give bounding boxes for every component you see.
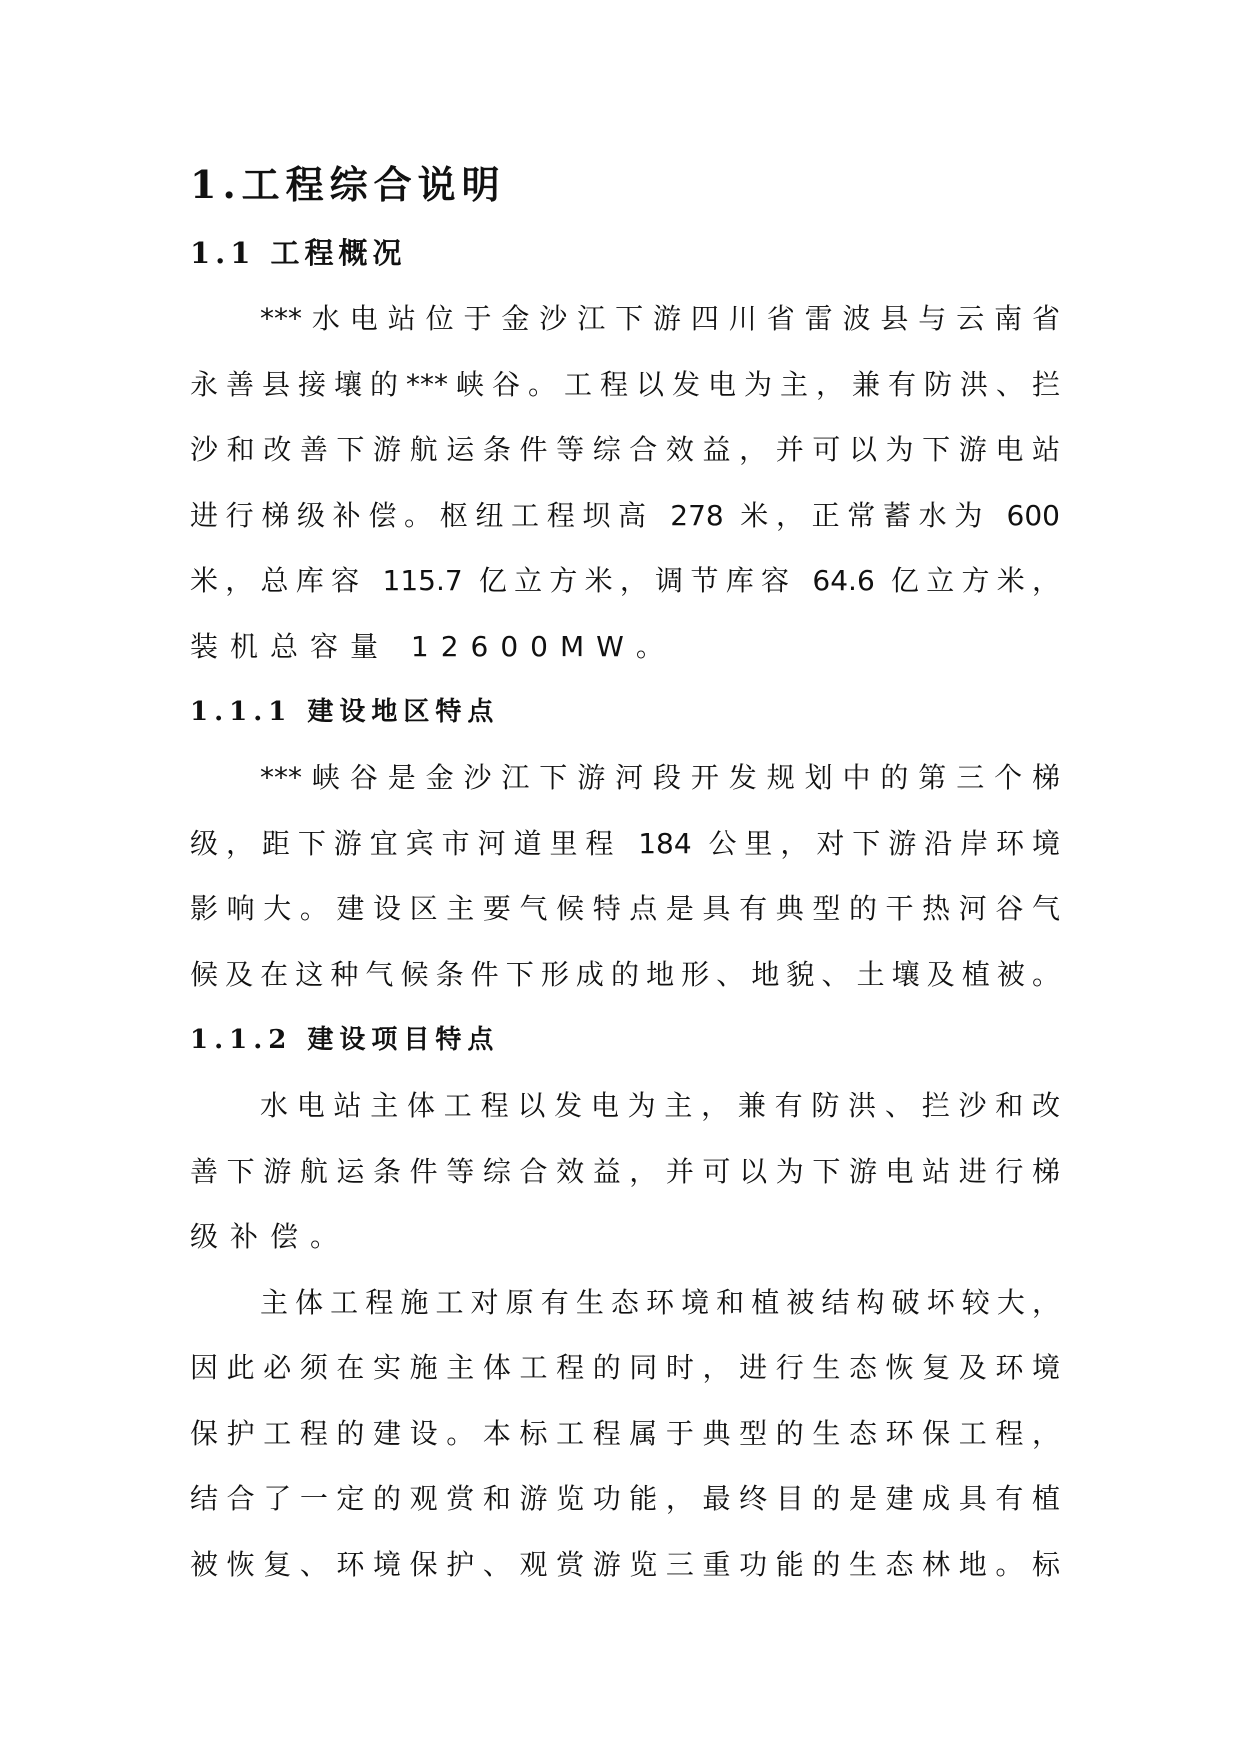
text-line: 水电站主体工程以发电为主，兼有防洪、拦沙和改 — [260, 1089, 1060, 1122]
section-heading-1-1-2: 1.1.2 建设项目特点 — [190, 1025, 500, 1055]
text-line: 永善县接壤的***峡谷。工程以发电为主，兼有防洪、拦 — [190, 367, 1060, 401]
text-line: 影响大。建设区主要气候特点是具有典型的干热河谷气 — [190, 892, 1060, 925]
text-line: ***水电站位于金沙江下游四川省雷波县与云南省 — [260, 302, 1060, 335]
document-body — [190, 150, 1060, 1597]
section-1-1-2-paragraph-1 — [190, 1073, 1060, 1270]
text-line: 保护工程的建设。本标工程属于典型的生态环保工程， — [190, 1416, 1060, 1450]
text-line: 级，距下游宜宾市河道里程 184 公里，对下游沿岸环境 — [190, 826, 1060, 860]
section-1-1-paragraph — [190, 286, 1060, 679]
text-line: 主体工程施工对原有生态环境和植被结构破坏较大， — [260, 1285, 1060, 1319]
section-1-1-2-paragraph-2 — [190, 1270, 1060, 1598]
text-line: 善下游航运条件等综合效益，并可以为下游电站进行梯 — [190, 1154, 1060, 1188]
text-line: ***峡谷是金沙江下游河段开发规划中的第三个梯 — [260, 761, 1060, 794]
section-heading-1-1: 1.1 工程概况 — [190, 236, 407, 270]
text-line: 被恢复、环境保护、观赏游览三重功能的生态林地。标 — [190, 1547, 1060, 1581]
text-line: 米，总库容 115.7 亿立方米，调节库容 64.6 亿立方米， — [190, 564, 1060, 597]
text-line: 装机总容量 12600MW。 — [190, 629, 676, 663]
text-line: 进行梯级补偿。枢纽工程坝高 278 米，正常蓄水为 600 — [190, 498, 1060, 532]
text-line: 沙和改善下游航运条件等综合效益，并可以为下游电站 — [190, 433, 1060, 466]
section-1-1-1-paragraph — [190, 745, 1060, 1007]
chapter-title: 1.工程综合说明 — [190, 162, 506, 207]
text-line: 因此必须在实施主体工程的同时，进行生态恢复及环境 — [190, 1351, 1060, 1384]
text-line: 级补偿。 — [190, 1220, 351, 1253]
section-heading-1-1-1: 1.1.1 建设地区特点 — [190, 697, 500, 727]
text-line: 结合了一定的观赏和游览功能，最终目的是建成具有植 — [190, 1482, 1060, 1515]
text-line: 候及在这种气候条件下形成的地形、地貌、土壤及植被。 — [190, 957, 1060, 991]
